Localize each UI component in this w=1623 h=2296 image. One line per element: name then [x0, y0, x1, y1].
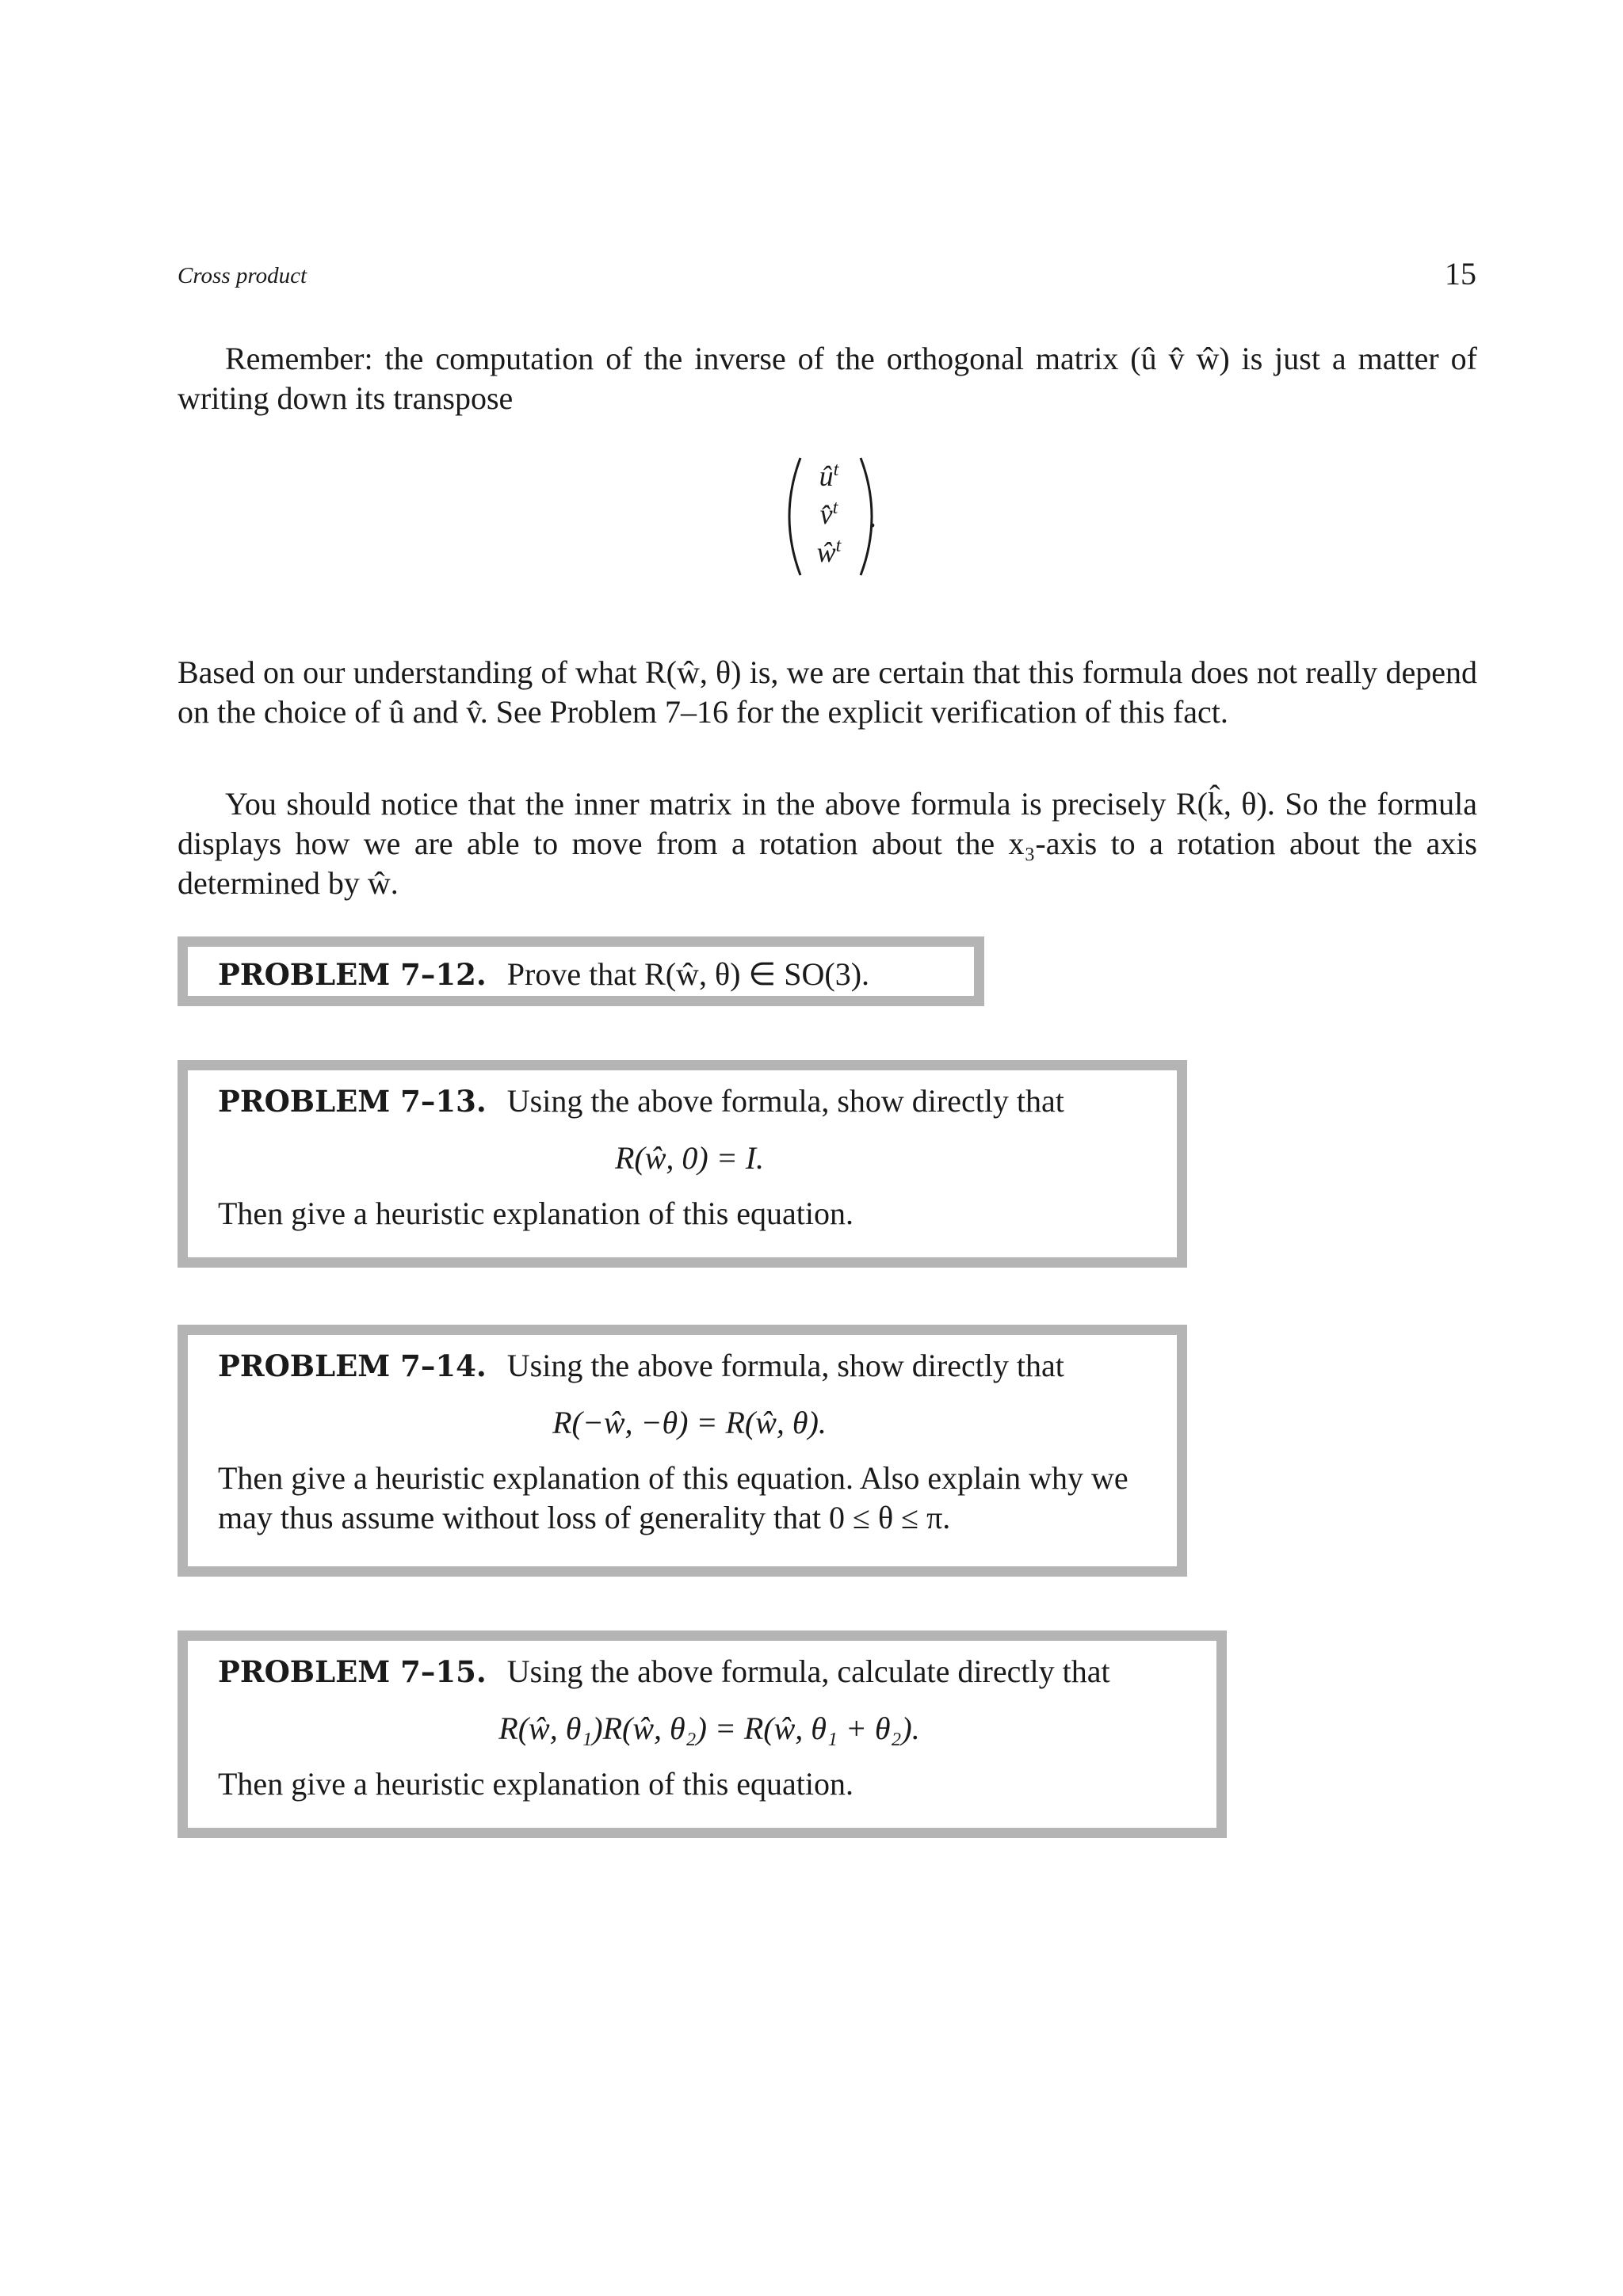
problem-text: Using the above formula, show directly that	[506, 1083, 1064, 1119]
paragraph-inner-matrix: You should notice that the inner matrix in the above formula is precisely R(k̂, θ). So the formula displays how we are able to move from a rotation about the x₃-axis to a rotation about the axis determined by ŵ.	[178, 786, 1477, 901]
problem-label: PROBLEM 7–12.	[218, 957, 487, 992]
matrix-entry-v: v̂$^t$	[819, 498, 838, 530]
paragraph-independence: Based on our understanding of what R(ŵ, θ) is, we are certain that this formula does not really depend on the choice of û and v̂. See Problem 7–16 for the explicit verification of this fact.	[178, 654, 1477, 730]
problem-7-13-box	[178, 1060, 1187, 1268]
matrix-parentheses	[777, 453, 935, 580]
problem-equation: R(ŵ, θ₁)R(ŵ, θ₂) = R(ŵ, θ₁ + θ₂).	[498, 1711, 920, 1746]
problem-statement	[218, 1652, 1201, 1691]
problem-text: Using the above formula, calculate directly that	[506, 1653, 1110, 1689]
problem-statement	[218, 1346, 1161, 1386]
page-number: 15	[1445, 256, 1476, 292]
running-title: Cross product	[178, 263, 307, 288]
problem-statement	[218, 1081, 1161, 1121]
problem-equation: R(−ŵ, −θ) = R(ŵ, θ).	[552, 1405, 827, 1440]
problem-label: PROBLEM 7–13.	[218, 1084, 487, 1119]
problem-followup: Then give a heuristic explanation of this equation.	[218, 1196, 854, 1231]
problem-text: Prove that R(ŵ, θ) ∈ SO(3).	[506, 956, 870, 992]
problem-label: PROBLEM 7–14.	[218, 1348, 487, 1383]
problem-followup: Then give a heuristic explanation of this equation.	[218, 1766, 854, 1802]
problem-7-15-box	[178, 1630, 1227, 1838]
intro-paragraph: Remember: the computation of the inverse of the orthogonal matrix (û v̂ ŵ) is just a matter of writing down its transpose	[178, 341, 1477, 416]
problem-label: PROBLEM 7–15.	[218, 1654, 487, 1689]
matrix-entry-w: $ŵ^t$	[816, 536, 842, 568]
transpose-matrix	[777, 453, 935, 580]
problem-equation: R(ŵ, 0) = I.	[614, 1140, 765, 1176]
matrix-entry-u: $û^t$	[819, 460, 839, 492]
problem-7-14-box	[178, 1325, 1187, 1577]
problem-7-12-box	[178, 936, 984, 1006]
problem-text: Using the above formula, show directly that	[506, 1348, 1064, 1383]
matrix-trailing-period: .	[869, 498, 876, 534]
problem-followup: Then give a heuristic explanation of this equation. Also explain why we may thus assume without loss of generality that 0 ≤ θ ≤ π.	[218, 1460, 1128, 1535]
